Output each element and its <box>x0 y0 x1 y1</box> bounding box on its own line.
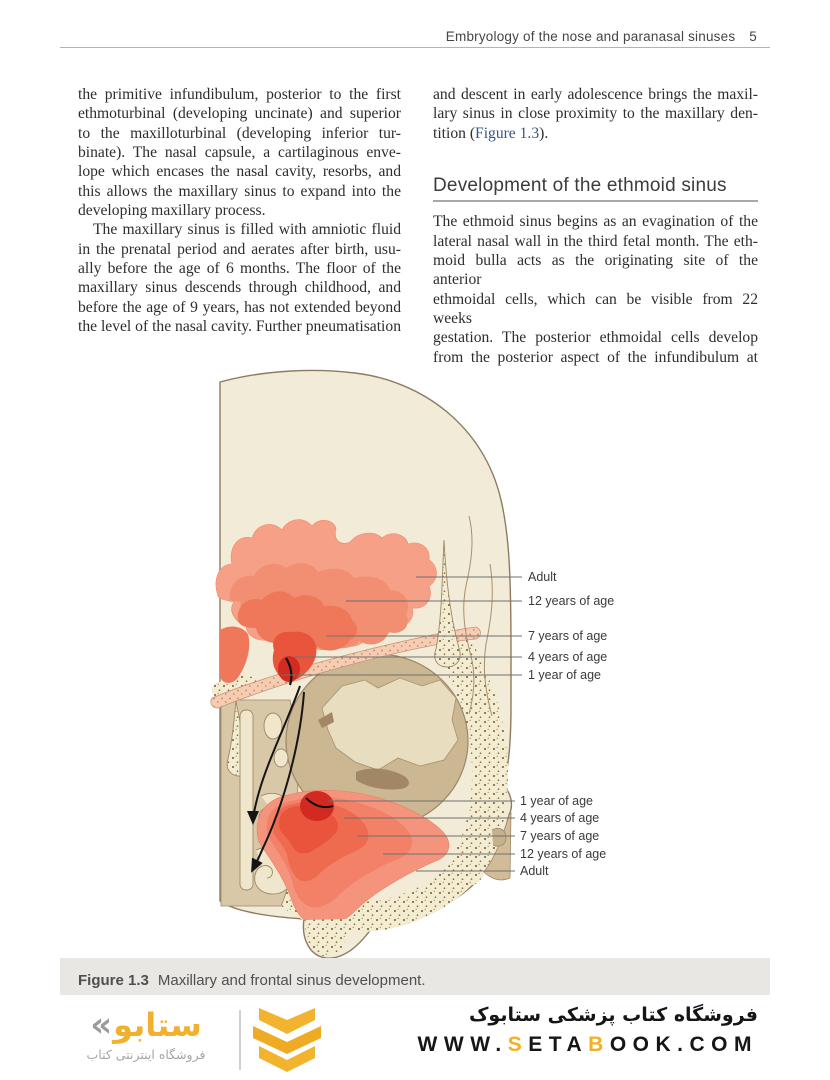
logo-divider <box>239 1010 241 1070</box>
text-line: The ethmoid sinus begins as an evagination of the <box>433 213 758 231</box>
url-segment: WWW. <box>417 1033 508 1056</box>
url-segment: ETA <box>528 1033 589 1056</box>
figure-1-3 <box>60 368 770 958</box>
logo-wordmark-row <box>58 1006 234 1044</box>
logo-wordmark: ستابو <box>113 1006 202 1044</box>
store-info <box>418 1004 758 1057</box>
text-line: gestation. The posterior ethmoidal cells develop <box>433 329 758 347</box>
text-line: ethmoturbinal (developing uncinate) and superior <box>78 105 401 123</box>
text-line: to the maxilloturbinal (developing inferior tur- <box>78 124 401 142</box>
url-segment-accent: B <box>588 1033 610 1056</box>
maxillary-sinus-label-7y: 7 years of age <box>520 829 600 843</box>
running-head <box>60 29 757 44</box>
text-line <box>433 124 758 143</box>
store-url[interactable] <box>418 1033 758 1057</box>
maxillary-sinus-label-12y: 12 years of age <box>520 847 607 861</box>
text-line: this allows the maxillary sinus to expand into the <box>78 182 401 200</box>
text-line: lope which encases the nasal cavity, resorbs, and <box>78 163 401 181</box>
text-line: The maxillary sinus is filled with amniotic fluid <box>93 221 401 239</box>
text-line: from the posterior aspect of the infundibulum at <box>433 348 758 366</box>
text-fragment: ). <box>539 124 549 142</box>
text-line: binate). The nasal capsule, a cartilaginous enve- <box>78 144 401 162</box>
text-line: developing maxillary process. <box>78 202 266 220</box>
right-column <box>433 85 758 367</box>
frontal-sinus-label-12y: 12 years of age <box>528 594 615 608</box>
maxillary-sinus-label-1y: 1 year of age <box>520 794 593 808</box>
figure-caption-label: Figure 1.3 <box>78 972 149 989</box>
text-line: the level of the nasal cavity. Further pneumatisation <box>78 318 401 336</box>
text-line: lary sinus in close proximity to the maxillary den- <box>433 105 758 123</box>
logo-chevron-glyph: « <box>90 1005 113 1046</box>
maxillary-sinus-label-4y: 4 years of age <box>520 811 600 825</box>
text-line: and descent in early adolescence brings the maxil- <box>433 86 758 103</box>
text-line: maxillary sinus descends through childhood, and <box>78 279 401 297</box>
text-line: in the prenatal period and aerates after birth, usu- <box>78 240 401 258</box>
setabook-logo[interactable] <box>58 1006 234 1062</box>
store-title: فروشگاه کتاب پزشکی ستابوک <box>468 1004 758 1026</box>
frontal-sinus-label-1y: 1 year of age <box>528 668 601 682</box>
figure-caption-text: Maxillary and frontal sinus development. <box>157 972 426 989</box>
chapter-title: Embryology of the nose and paranasal sinuses <box>445 29 736 44</box>
frontal-sinus-label-4y: 4 years of age <box>528 650 608 664</box>
figure-caption-bar <box>60 958 770 995</box>
frontal-sinus-label-7y: 7 years of age <box>528 629 608 643</box>
text-line: lateral nasal wall in the third fetal month. The eth- <box>433 232 758 250</box>
frontal-sinus-label-adult: Adult <box>528 570 557 584</box>
text-line: moid bulla acts as the originating site of the anterior <box>433 252 758 289</box>
chevron-emblem-icon <box>249 1008 323 1074</box>
url-segment: OOK.COM <box>609 1033 758 1056</box>
sinus-anatomy-illustration <box>60 368 770 958</box>
figure-reference-link[interactable]: Figure 1.3 <box>475 124 540 142</box>
text-fragment: tition ( <box>433 124 476 142</box>
page-number: 5 <box>749 29 757 44</box>
text-line: ally before the age of 6 months. The floor of the <box>78 260 401 278</box>
text-line: ethmoidal cells, which can be visible from 22 weeks <box>433 290 758 328</box>
bookstore-footer <box>0 1000 830 1080</box>
section-heading: Development of the ethmoid sinus <box>433 175 727 197</box>
logo-subtext: فروشگاه اینترنتی کتاب <box>86 1047 206 1063</box>
text-line: the primitive infundibulum, posterior to the first <box>78 86 401 103</box>
left-column <box>78 85 401 336</box>
figure-caption <box>78 972 426 989</box>
url-segment-accent: S <box>507 1033 529 1056</box>
maxillary-sinus-label-adult: Adult <box>520 864 549 878</box>
text-line: before the age of 9 years, has not extended beyond <box>78 298 401 316</box>
header-rule <box>60 47 770 48</box>
section-heading-rule <box>433 200 758 202</box>
